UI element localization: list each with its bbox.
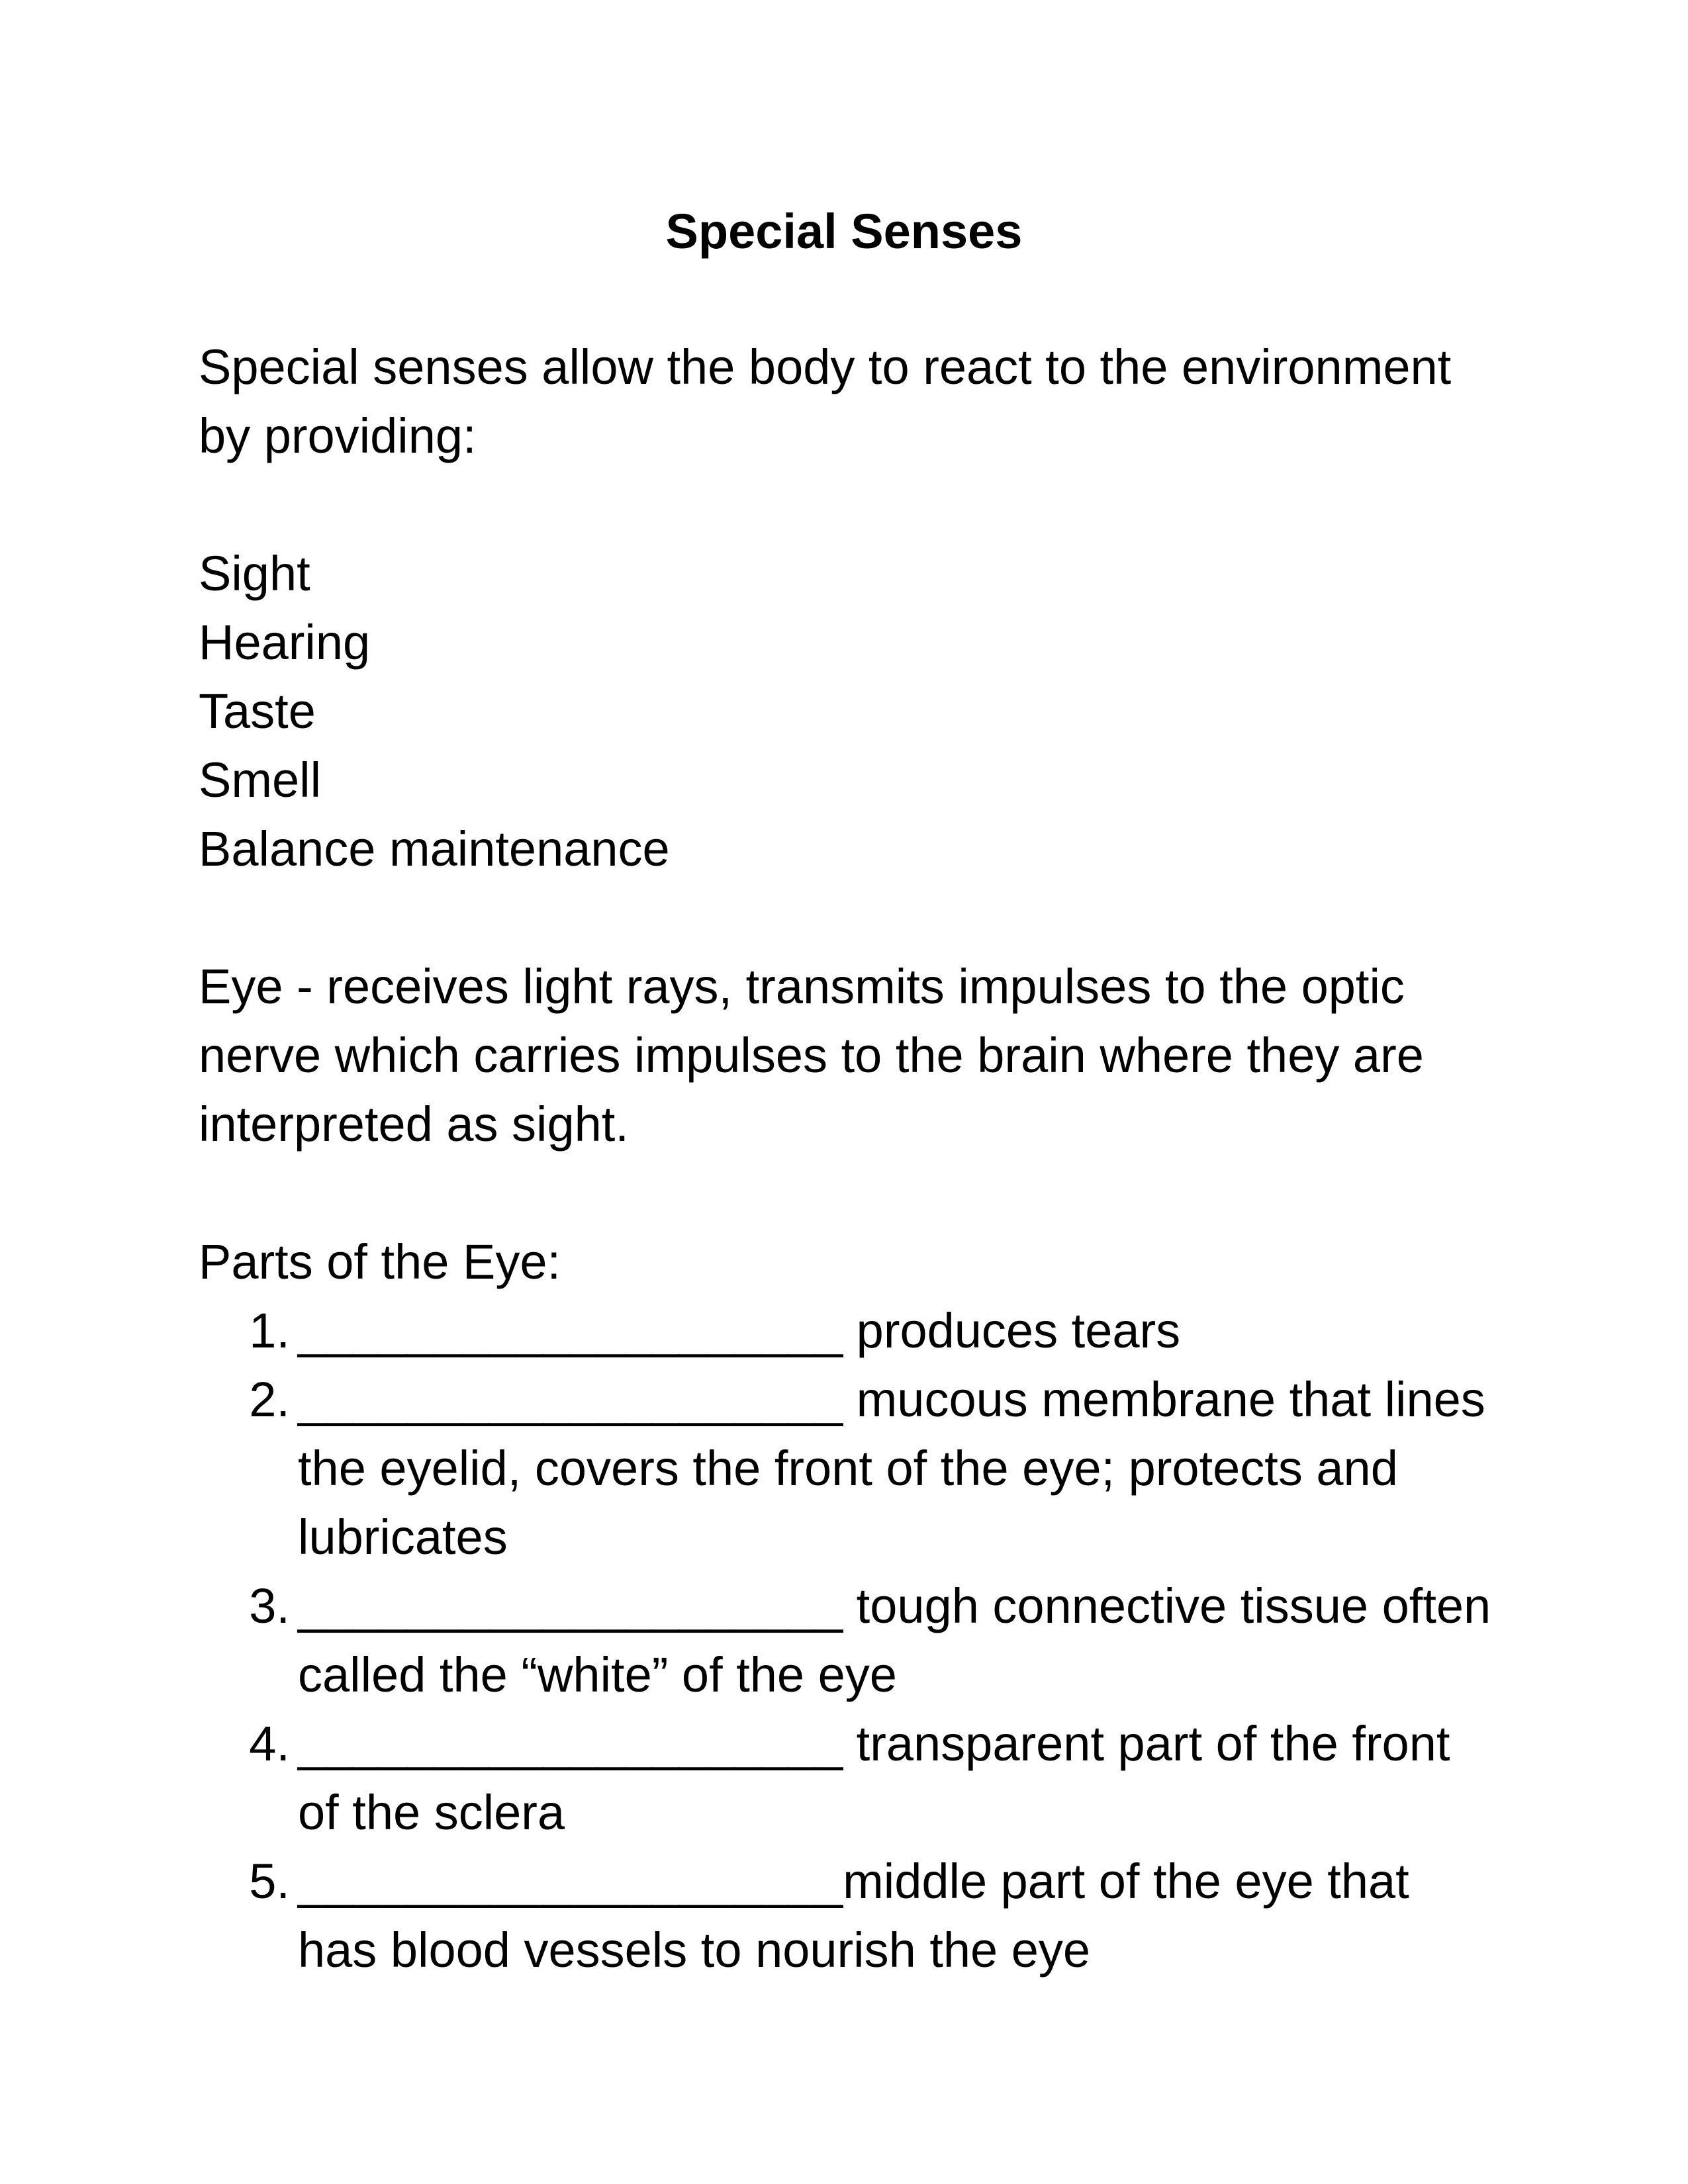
sense-item: Sight <box>199 546 310 601</box>
page-title: Special Senses <box>665 204 1023 259</box>
item-text: called the “white” of the eye <box>298 1647 897 1702</box>
spacer <box>199 884 1523 952</box>
item-number: 3. <box>249 1578 290 1633</box>
eye-description-line-1: Eye - receives light rays, transmits impulses to the optic <box>199 959 1405 1014</box>
item-number: 1. <box>249 1303 290 1358</box>
item-number: 4. <box>249 1716 290 1771</box>
sense-item: Balance maintenance <box>199 821 670 876</box>
item-text: of the sclera <box>298 1785 565 1840</box>
senses-list <box>199 539 1523 884</box>
item-text: the eyelid, covers the front of the eye; protects and <box>298 1441 1398 1496</box>
item-number: 5. <box>249 1854 290 1909</box>
list-item <box>199 1365 1523 1572</box>
spacer <box>199 471 1523 539</box>
item-number: 2. <box>249 1372 290 1427</box>
eye-description-line-3: interpreted as sight. <box>199 1097 629 1152</box>
intro-line-1: Special senses allow the body to react to the environment <box>199 340 1452 394</box>
eye-description-line-2: nerve which carries impulses to the brain where they are <box>199 1028 1424 1083</box>
sense-item: Hearing <box>199 615 371 670</box>
parts-heading: Parts of the Eye: <box>199 1234 561 1289</box>
item-text: ____________________ mucous membrane that lines <box>298 1372 1485 1427</box>
sense-item: Taste <box>199 684 316 739</box>
list-item <box>199 1572 1523 1709</box>
item-text: ____________________ produces tears <box>298 1303 1181 1358</box>
list-item <box>199 1709 1523 1847</box>
document-body <box>199 333 1523 1985</box>
item-text: ____________________middle part of the eye that <box>298 1854 1409 1909</box>
parts-list <box>199 1297 1523 1985</box>
item-text: has blood vessels to nourish the eye <box>298 1923 1091 1978</box>
sense-item: Smell <box>199 752 322 807</box>
item-text: ____________________ transparent part of the front <box>298 1716 1450 1771</box>
item-text: ____________________ tough connective tissue often <box>298 1578 1491 1633</box>
spacer <box>199 1159 1523 1228</box>
list-item <box>199 1297 1523 1365</box>
intro-line-2: by providing: <box>199 408 477 463</box>
list-item <box>199 1847 1523 1985</box>
item-text: lubricates <box>298 1510 508 1565</box>
